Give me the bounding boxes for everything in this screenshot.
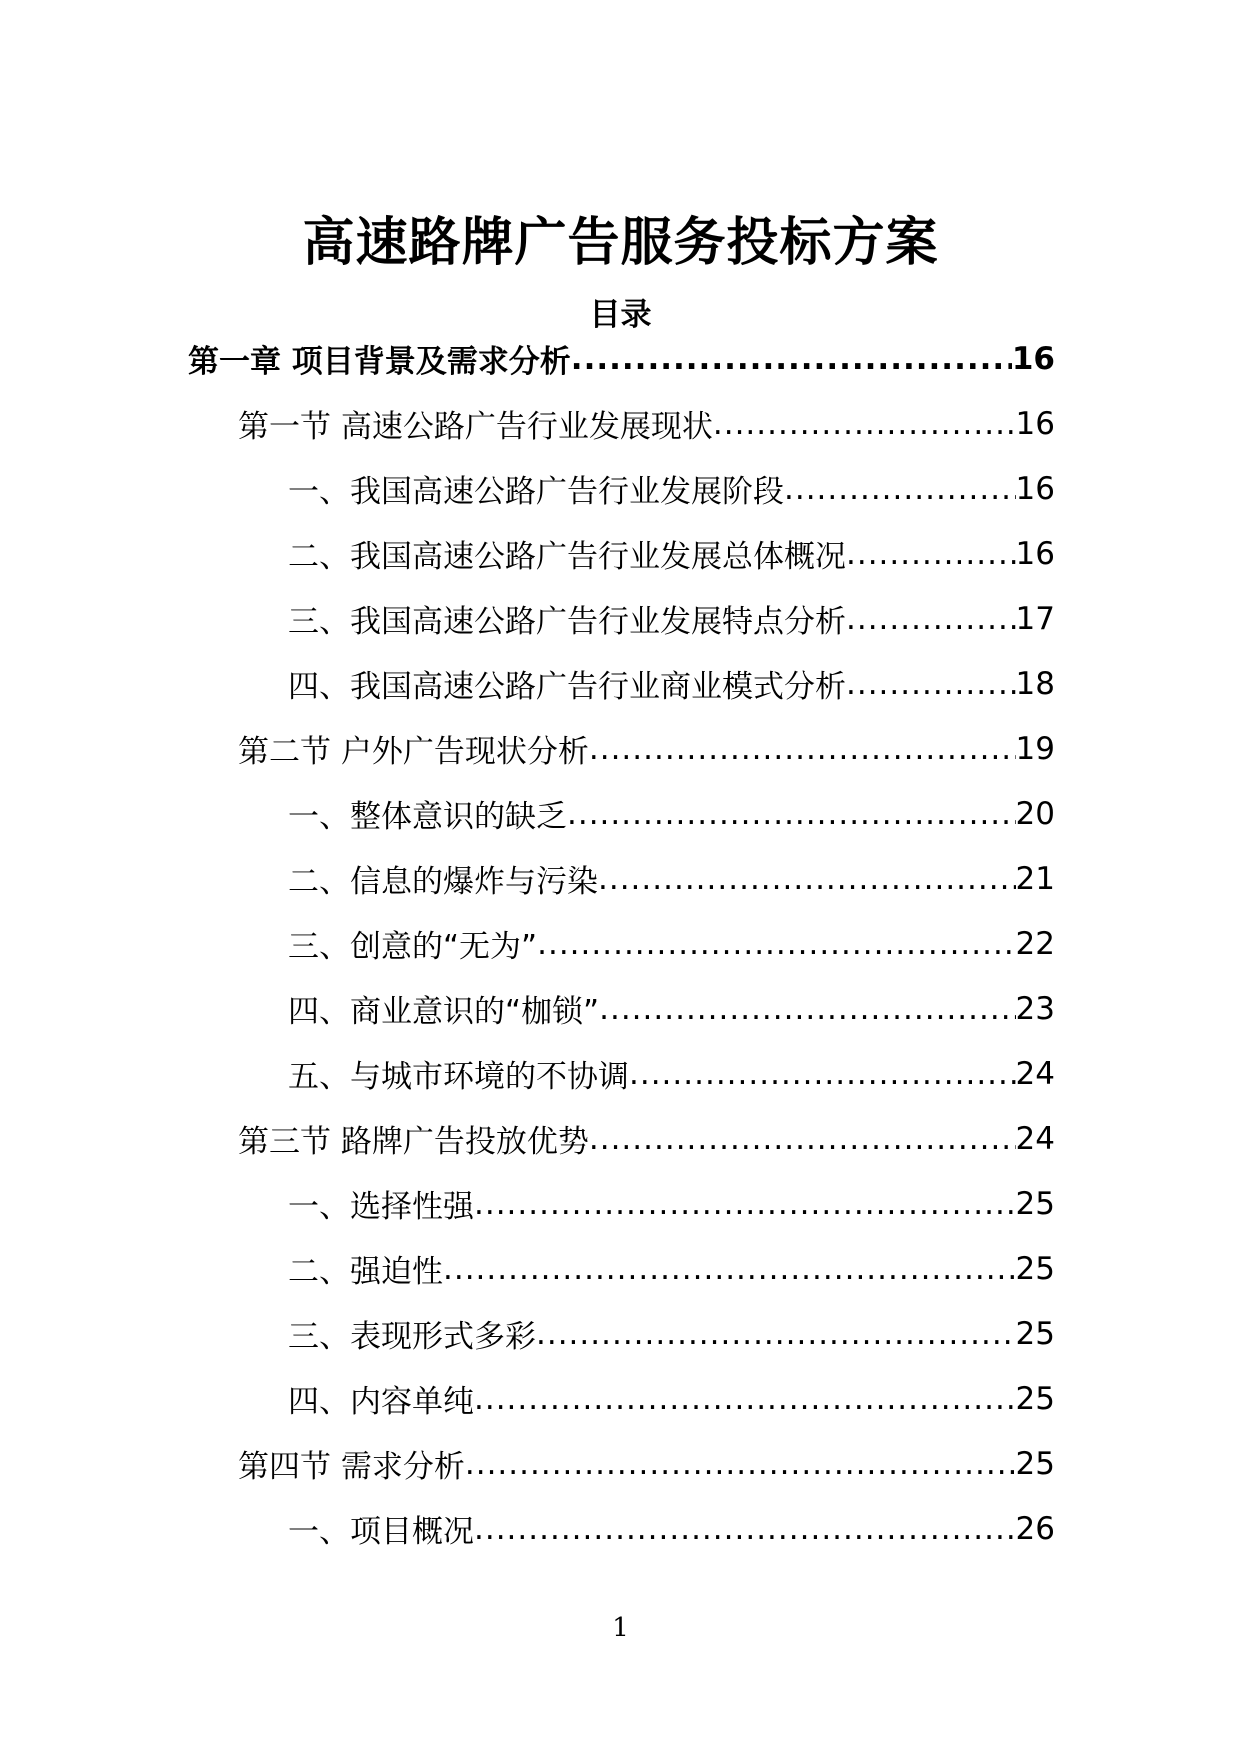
toc-entry-label: 一、我国高速公路广告行业发展阶段	[288, 474, 784, 510]
toc-dot-leader	[589, 731, 1016, 767]
toc-entry-page-number: 16	[1015, 535, 1055, 572]
toc-entry-label: 第一章 项目背景及需求分析	[188, 344, 571, 380]
toc-item-entry[interactable]	[0, 521, 1241, 586]
toc-entry-label: 第四节 需求分析	[238, 1449, 465, 1485]
toc-entry-page-number: 21	[1015, 860, 1055, 897]
toc-dot-leader	[537, 926, 1015, 962]
toc-entry-page-number: 18	[1015, 665, 1055, 702]
toc-item-entry[interactable]	[0, 1496, 1241, 1561]
toc-entry-label: 一、选择性强	[288, 1189, 474, 1225]
toc-section-entry[interactable]	[0, 391, 1241, 456]
toc-entry-page-number: 26	[1015, 1510, 1055, 1547]
toc-item-entry[interactable]	[0, 1301, 1241, 1366]
toc-entry-page-number: 17	[1015, 600, 1055, 637]
toc-dot-leader	[474, 1186, 1016, 1222]
toc-dot-leader	[846, 666, 1016, 702]
toc-entry-label: 二、信息的爆炸与污染	[288, 864, 598, 900]
toc-entry-label: 第二节 户外广告现状分析	[238, 734, 589, 770]
toc-item-entry[interactable]	[0, 456, 1241, 521]
toc-entry-page-number: 16	[1015, 405, 1055, 442]
toc-item-entry[interactable]	[0, 1041, 1241, 1106]
toc-entry-page-number: 24	[1015, 1055, 1055, 1092]
toc-dot-leader	[846, 601, 1016, 637]
toc-item-entry[interactable]	[0, 1236, 1241, 1301]
toc-entry-page-number: 16	[1011, 340, 1055, 377]
toc-entry-page-number: 24	[1015, 1120, 1055, 1157]
toc-chapter-entry[interactable]	[0, 326, 1241, 391]
toc-dot-leader	[443, 1251, 1016, 1287]
toc-entry-page-number: 25	[1015, 1250, 1055, 1287]
toc-dot-leader	[474, 1381, 1016, 1417]
toc-item-entry[interactable]	[0, 911, 1241, 976]
page-number: 1	[612, 1613, 629, 1643]
toc-entry-page-number: 19	[1015, 730, 1055, 767]
toc-entry-label: 四、内容单纯	[288, 1384, 474, 1420]
toc-heading: 目录	[589, 296, 652, 333]
toc-dot-leader	[474, 1511, 1016, 1547]
toc-section-entry[interactable]	[0, 1431, 1241, 1496]
toc-entry-label: 二、强迫性	[288, 1254, 443, 1290]
toc-entry-label: 二、我国高速公路广告行业发展总体概况	[288, 539, 846, 575]
toc-entry-label: 第一节 高速公路广告行业发展现状	[238, 409, 713, 445]
toc-entry-label: 四、我国高速公路广告行业商业模式分析	[288, 669, 846, 705]
toc-dot-leader	[599, 991, 1015, 1027]
toc-entry-page-number: 25	[1015, 1380, 1055, 1417]
toc-item-entry[interactable]	[0, 651, 1241, 716]
toc-item-entry[interactable]	[0, 781, 1241, 846]
toc-entry-label: 一、项目概况	[288, 1514, 474, 1550]
toc-entry-page-number: 23	[1015, 990, 1055, 1027]
toc-item-entry[interactable]	[0, 1366, 1241, 1431]
document-title: 高速路牌广告服务投标方案	[302, 212, 939, 273]
toc-dot-leader	[598, 861, 1016, 897]
toc-dot-leader	[536, 1316, 1016, 1352]
toc-entry-page-number: 25	[1015, 1445, 1055, 1482]
toc-item-entry[interactable]	[0, 586, 1241, 651]
toc-dot-leader	[629, 1056, 1016, 1092]
toc-dot-leader	[589, 1121, 1016, 1157]
toc-entry-page-number: 20	[1015, 795, 1055, 832]
toc-dot-leader	[567, 796, 1016, 832]
toc-section-entry[interactable]	[0, 1106, 1241, 1171]
toc-item-entry[interactable]	[0, 1171, 1241, 1236]
toc-dot-leader	[713, 406, 1016, 442]
toc-entry-page-number: 22	[1015, 925, 1055, 962]
toc-entry-page-number: 16	[1015, 470, 1055, 507]
toc-entry-label: 三、创意的“无为”	[288, 929, 538, 965]
toc-entry-page-number: 25	[1015, 1315, 1055, 1352]
toc-entry-label: 三、我国高速公路广告行业发展特点分析	[288, 604, 846, 640]
toc-dot-leader	[846, 536, 1016, 572]
toc-entry-label: 一、整体意识的缺乏	[288, 799, 567, 835]
toc-entry-label: 四、商业意识的“枷锁”	[288, 994, 600, 1030]
toc-entry-page-number: 25	[1015, 1185, 1055, 1222]
toc-section-entry[interactable]	[0, 716, 1241, 781]
toc-item-entry[interactable]	[0, 976, 1241, 1041]
toc-entry-label: 五、与城市环境的不协调	[288, 1059, 629, 1095]
toc-item-entry[interactable]	[0, 846, 1241, 911]
toc-dot-leader	[571, 341, 1012, 377]
toc-entry-label: 第三节 路牌广告投放优势	[238, 1124, 589, 1160]
toc-dot-leader	[465, 1446, 1016, 1482]
toc-dot-leader	[784, 471, 1016, 507]
table-of-contents	[0, 326, 1241, 1561]
toc-entry-label: 三、表现形式多彩	[288, 1319, 536, 1355]
